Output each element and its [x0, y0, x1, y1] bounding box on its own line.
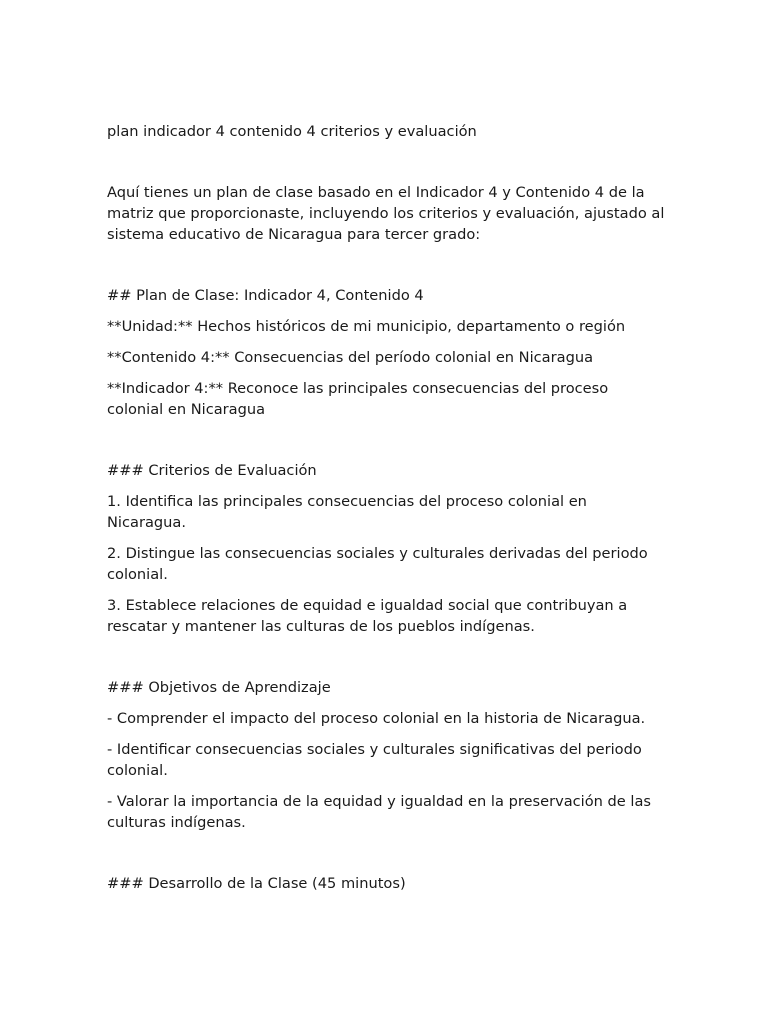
plan-heading: ## Plan de Clase: Indicador 4, Contenido 4 [107, 287, 424, 304]
desarrollo-heading: ### Desarrollo de la Clase (45 minutos) [107, 875, 406, 892]
criterio-item: 1. Identifica las principales consecuencias del proceso colonial en Nicaragua. [107, 493, 587, 531]
indicador-line: **Indicador 4:** Reconoce las principales consecuencias del proceso colonial en Nicaragua [107, 380, 609, 418]
intro-paragraph: Aquí tienes un plan de clase basado en el Indicador 4 y Contenido 4 de la matriz que proporcionaste, incluyendo los criterios y evaluación, ajustado al sistema educativo de Nicaragua para tercer grado: [107, 184, 665, 243]
objetivo-item: - Comprender el impacto del proceso colonial en la historia de Nicaragua. [107, 710, 646, 727]
objetivo-item: - Identificar consecuencias sociales y culturales significativas del periodo colonial. [107, 741, 642, 779]
criterio-item: 2. Distingue las consecuencias sociales y culturales derivadas del periodo colonial. [107, 545, 648, 583]
objetivos-heading: ### Objetivos de Aprendizaje [107, 679, 331, 696]
unidad-line: **Unidad:** Hechos históricos de mi municipio, departamento o región [107, 318, 626, 335]
document-page [107, 121, 667, 904]
criterio-item: 3. Establece relaciones de equidad e igualdad social que contribuyan a rescatar y mantener las culturas de los pueblos indígenas. [107, 597, 628, 635]
document-title: plan indicador 4 contenido 4 criterios y evaluación [107, 123, 477, 140]
objetivo-item: - Valorar la importancia de la equidad y igualdad en la preservación de las culturas indígenas. [107, 793, 652, 831]
criterios-heading: ### Criterios de Evaluación [107, 462, 317, 479]
contenido-line: **Contenido 4:** Consecuencias del período colonial en Nicaragua [107, 349, 594, 366]
